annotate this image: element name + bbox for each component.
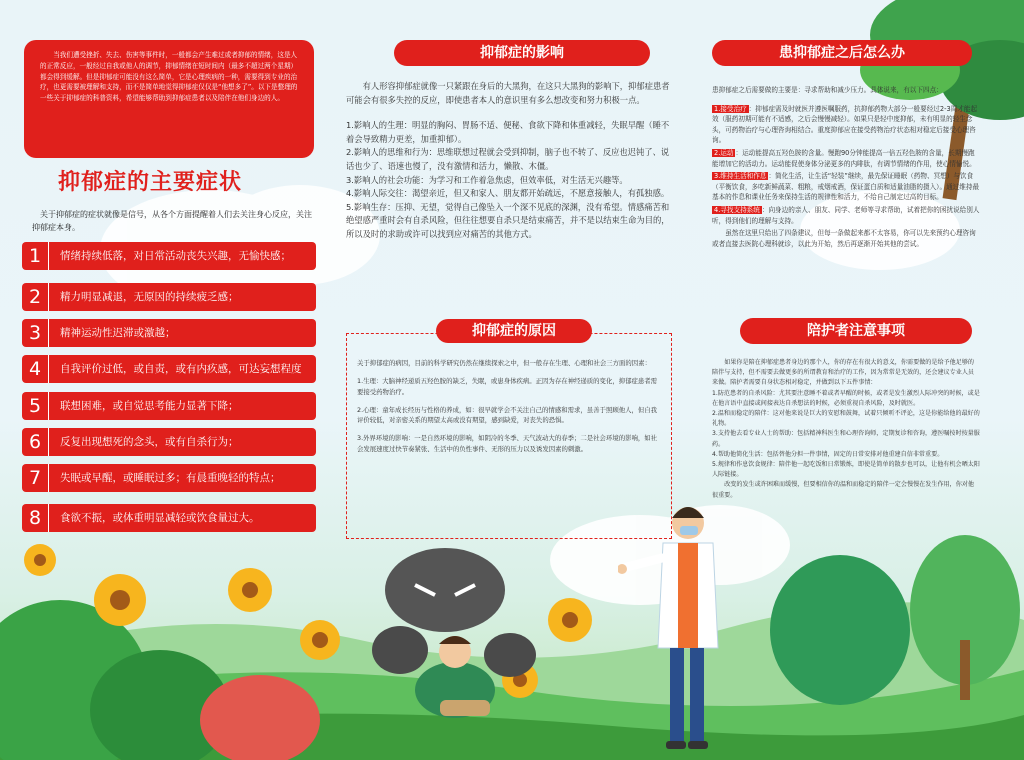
symptom-item (22, 464, 316, 492)
influence-paragraph: 3.影响人的社会功能：为学习和工作着急焦虑，但效率低，对生活无兴趣等。 (346, 174, 628, 185)
after-item-text: ：运动能提高五羟色胺的含量。慢跑90分钟能提高一倍五羟色胺的含量，长期慢跑能增加它的活动力。运动能促使身体分泌更多的内啡肽，有调节情绪的作用，使心情愉悦。 (712, 148, 976, 168)
after-item-text: ：简化生活，让生活“轻装”继续，最先保证睡眠（药物、冥想）与饮食（平衡饮食，多吃新鲜蔬菜、粗粮，戒烟戒酒，保证蛋白质和适量油脂的摄入）。通过维持最基本的作息和课业任务来保持生活的规律性和活力，不给自己制定过高的目标。 (712, 172, 980, 202)
intro-panel (24, 40, 314, 158)
after-item-tag: 3.维持生活和作息 (714, 172, 767, 181)
influence-title: 抑郁症的影响 (394, 40, 650, 66)
symptom-text: 联想困难，或自觉思考能力显著下降； (60, 400, 239, 412)
symptoms-subtitle: 关于抑郁症的症状就像是信号，从各个方面提醒着人们去关注身心反应，关注抑郁症本身。 (32, 210, 312, 232)
caregiver-paragraph: 2.温和而稳定的陪伴：这对他来说是巨大的安慰和鼓舞，试着只倾听不评论，这是你能给他的最好的礼物。 (712, 410, 980, 428)
influence-paragraph: 5.影响生存：压抑、无望，觉得自己像坠入一个深不见底的深渊，没有希望。情感痛苦和绝望感严重时会有自杀风险，但往往想要自杀只是结束痛苦，并不是以结束生命为目的，所以及时的求助或许可以找到应对痛苦的其他方式。 (346, 201, 670, 239)
after-item (712, 171, 980, 203)
symptom-text: 自我评价过低，或自责，或有内疚感，可达妄想程度 (60, 363, 302, 375)
caregiver-title: 陪护者注意事项 (740, 318, 972, 344)
symptom-item (22, 428, 316, 456)
after-item-text: ：抑郁症需及时就医并遵医嘱服药，抗抑郁药物大部分一般要经过2-3周才能起效（服药初期可能有不适感，之后会慢慢减轻）。如果只是轻中度抑郁，未有明显的轻生念头，可药物治疗与心理咨询相结合。重度抑郁应在接受药物治疗状态相对稳定后接受心理咨询。 (712, 104, 978, 145)
sad-person-illustration (360, 540, 550, 730)
influence-paragraph: 1.影响人的生理：明显的胸闷、胃肠不适、便秘、食欲下降和体重减轻，失眠早醒（睡不着会导致精力更差，加重抑郁）。 (346, 120, 670, 144)
symptom-text: 精神运动性迟滞或激越； (60, 327, 176, 339)
symptom-text: 食欲不振，或体重明显减轻或饮食量过大。 (60, 512, 260, 524)
symptom-number: 8 (22, 504, 49, 532)
symptom-item (22, 319, 316, 347)
cause-paragraph: 1.生理：大脑神经递质五羟色胺的缺乏，失眠，或患身体疾病。正因为存在神经递质的变化，抑郁症患者需要接受药物治疗。 (357, 377, 658, 396)
caregiver-paragraph: 4.帮助他简化生活：包括替他分担一件事情，固定的日常安排对他重建自信非常重要。 (712, 450, 944, 458)
symptom-number: 2 (22, 283, 49, 311)
after-item-tag: 4.寻找支持系统 (714, 205, 760, 214)
cause-title: 抑郁症的原因 (436, 319, 592, 343)
symptom-item (22, 504, 316, 532)
symptom-item (22, 355, 316, 383)
after-outro: 虽然在这里只给出了四条建议，但每一条做起来都不太容易，你可以先来预约心理咨询或者直接去医院心理科就诊，以此为开始，然后再逐渐开始其他的尝试。 (712, 229, 976, 248)
symptom-text: 精力明显减退，无原因的持续疲乏感； (60, 291, 239, 303)
symptom-item (22, 392, 316, 420)
influence-paragraph: 2.影响人的思维和行为：思维联想过程就会受到抑制，脑子也不转了、反应也迟钝了、说话也少了、语速也慢了，没有激情和活力，懒散、木僵。 (346, 147, 670, 171)
symptom-number: 6 (22, 428, 49, 456)
after-intro: 患抑郁症之后需要做的主要是：寻求帮助和减少压力。具体说来，有以下四点： (712, 86, 943, 94)
symptom-item (22, 283, 316, 311)
caregiver-paragraph: 3.支持他去看专业人士的帮助：包括精神科医生和心理咨询师，定期复诊和咨询，遵医嘱按时按量服药。 (712, 430, 980, 448)
symptom-number: 4 (22, 355, 49, 383)
symptom-number: 1 (22, 242, 49, 270)
caregiver-paragraph: 5.规律和作息饮食规律：陪伴他一起吃饭和日常锻炼，即使是简单的散步也可以，让他有机会晒太阳人际链接。 (712, 461, 980, 479)
caregiver-paragraph: 如果你是陪在抑郁症患者身边的那个人，你的存在有很大的意义，你需要做的是给予他足够的陪伴与支持，但不需要去做更多的所谓教育和治疗的工作，因为常常是无效的，还会建议专业人员来做。陪护者需要自身状态相对稳定，并做到以下五件事情： (712, 359, 975, 387)
influence-body (346, 80, 672, 242)
symptom-item (22, 242, 316, 270)
after-item (712, 205, 980, 226)
symptoms-title: 抑郁症的主要症状 (58, 170, 243, 195)
cause-paragraph: 3.外界环境的影响：一是自然环境的影响，如阴冷的冬季、天气波动大的春季；二是社会环境的影响，如社会发展速度过快节奏紧张、生活中的负性事件、无形的压力以及诱发因素的刺激。 (357, 434, 658, 453)
caregiver-body (712, 358, 980, 501)
symptom-number: 7 (22, 464, 49, 492)
influence-paragraph: 4.影响人际交往：渴望亲近，但又和家人、朋友都开始疏远，不愿意接触人，有孤独感。 (346, 188, 670, 199)
caregiver-paragraph: 改变的发生或许困难而缓慢，但要相信你的温和而稳定的陪伴一定会慢慢在发生作用，你对他很重要。 (712, 481, 975, 499)
symptom-text: 失眠或早醒，或睡眠过多；有晨重晚轻的特点； (60, 472, 281, 484)
after-title: 患抑郁症之后怎么办 (712, 40, 972, 66)
intro-text: 当我们遭受挫折、失去、伤害等事件时，一般都会产生难过或者抑郁的情绪，这是人的正常反应，一般经过自我或他人的调节，抑郁情绪在短时间内（最多不超过两个星期）都会得到缓解。但是抑郁症可能没有这么简单，它是心理疾病的一种，需要得到专业的治疗，也更需要被理解和支持，而不是简单地觉得抑郁症仅仅是“他想多了”。以下是整理的一些关于抑郁症的科普资料，希望能够帮助到抑郁症患者以及陪伴在他们身边的人。 (40, 51, 298, 103)
influence-paragraph: 有人形容抑郁症就像一只紧跟在身后的大黑狗，在这只大黑狗的影响下，抑郁症患者可能会有很多失控的反应，即使患者本人的意识里有多么想改变和努力积极一点。 (346, 81, 670, 105)
symptom-text: 反复出现想死的念头，或有自杀行为； (60, 436, 239, 448)
symptom-number: 5 (22, 392, 49, 420)
cause-box (346, 333, 672, 539)
caregiver-paragraph: 1.防范患者的自杀风险：尤其要注意睡不着或者早醒的时候，或者是发生激烈人际冲突的时候，或是在他言语中直接或间接表达自杀想法的时候，必须重视自杀风险，及时就医。 (712, 389, 980, 407)
after-item-text: ：向身边的亲人、朋友、同学、老师等寻求帮助，试着把你的困扰说给别人听，得到他们的理解与支持。 (712, 205, 980, 225)
after-item (712, 104, 980, 146)
cause-paragraph: 关于抑郁症的病因，目前的科学研究仍然在继续探索之中，但一般存在生理、心理和社会三方面的因素： (357, 359, 651, 367)
after-item (712, 148, 980, 169)
after-item-tag: 1.接受治疗 (714, 104, 747, 113)
cause-paragraph: 2.心理：童年成长经历与性格的养成，如：很早就学会不关注自己的情感和需求，虽善于照顾他人，但自我评价较低，对亲密关系的期望太高或没有期望，感到缺爱，对丧失的恐惧。 (357, 405, 658, 425)
symptom-text: 情绪持续低落，对日常活动丧失兴趣，无愉快感； (60, 250, 291, 262)
after-item-tag: 2.运动 (714, 148, 734, 157)
symptom-number: 3 (22, 319, 49, 347)
after-body (712, 85, 980, 249)
